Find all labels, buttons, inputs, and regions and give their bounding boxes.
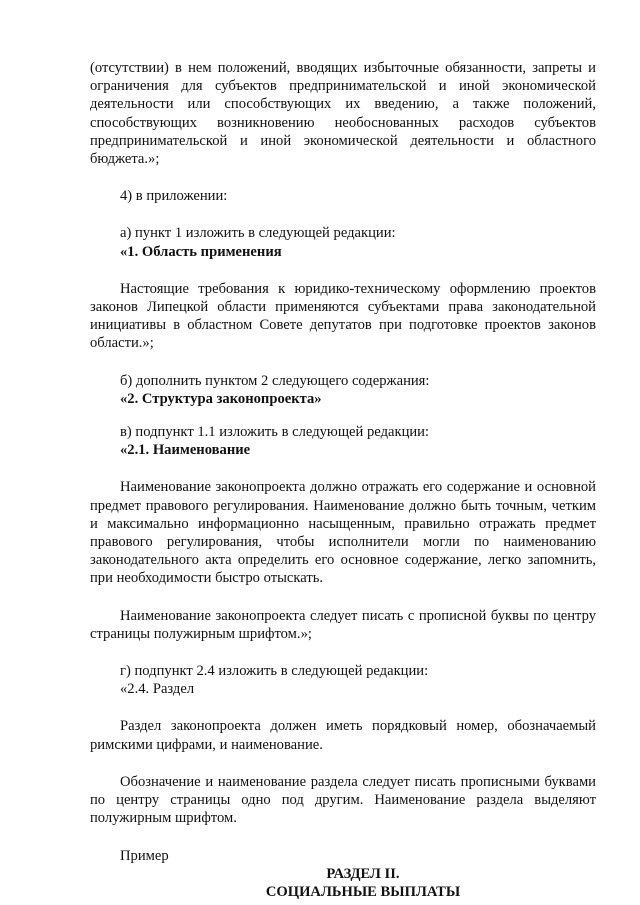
- subsection-2-1-heading: «2.1. Наименование: [120, 442, 251, 459]
- section-1-heading: «1. Область применения: [120, 243, 282, 260]
- item-4-heading: 4) в приложении:: [120, 188, 228, 205]
- paragraph-section-format: Обозначение и наименование раздела следует писать прописными буквами по центру страницы одно под другим. Наименование раздела выделяют полужирным шрифтом.: [90, 773, 596, 827]
- subsection-2-4-heading: «2.4. Раздел: [120, 681, 195, 698]
- section-2-heading: «2. Структура законопроекта»: [120, 390, 322, 407]
- paragraph-title-format: Наименование законопроекта следует писать с прописной буквы по центру страницы полужирным шрифтом.»;: [90, 607, 596, 642]
- item-g-instruction: г) подпункт 2.4 изложить в следующей редакции:: [120, 663, 429, 680]
- paragraph-section-number: Раздел законопроекта должен иметь порядковый номер, обозначаемый римскими цифрами, и наименование.: [90, 718, 596, 753]
- example-section-title: СОЦИАЛЬНЫЕ ВЫПЛАТЫ: [265, 883, 461, 900]
- item-a-instruction: а) пункт 1 изложить в следующей редакции:: [120, 225, 396, 242]
- item-b-instruction: б) дополнить пунктом 2 следующего содержания:: [120, 372, 430, 389]
- paragraph-title-requirements: Наименование законопроекта должно отражать его содержание и основной предмет правового регулирования. Наименование должно быть точным, четким и максимально информационно насыщенным, правильно отражать предмет правового регулирования, чтобы исполнители могли по наименованию законодательного акта определить его основное содержание, легко запомнить, при необходимости быстро отыскать.: [90, 479, 596, 587]
- example-label: Пример: [120, 847, 169, 864]
- paragraph-scope: Настоящие требования к юридико-техническому оформлению проектов законов Липецкой области применяются субъектами права законодательной инициативы в областном Совете депутатов при подготовке проектов законов области.»;: [90, 280, 596, 352]
- document-page: [90, 59, 596, 901]
- item-v-instruction: в) подпункт 1.1 изложить в следующей редакции:: [120, 424, 430, 441]
- example-section-number: РАЗДЕЛ II.: [326, 865, 400, 882]
- paragraph-intro: (отсутствии) в нем положений, вводящих избыточные обязанности, запреты и ограничения для субъектов предпринимательской и иной экономической деятельности или способствующих их введению, а также положений, способствующих возникновению необоснованных расходов субъектов предпринимательской и иной экономической деятельности и областного бюджета.»;: [90, 60, 596, 168]
